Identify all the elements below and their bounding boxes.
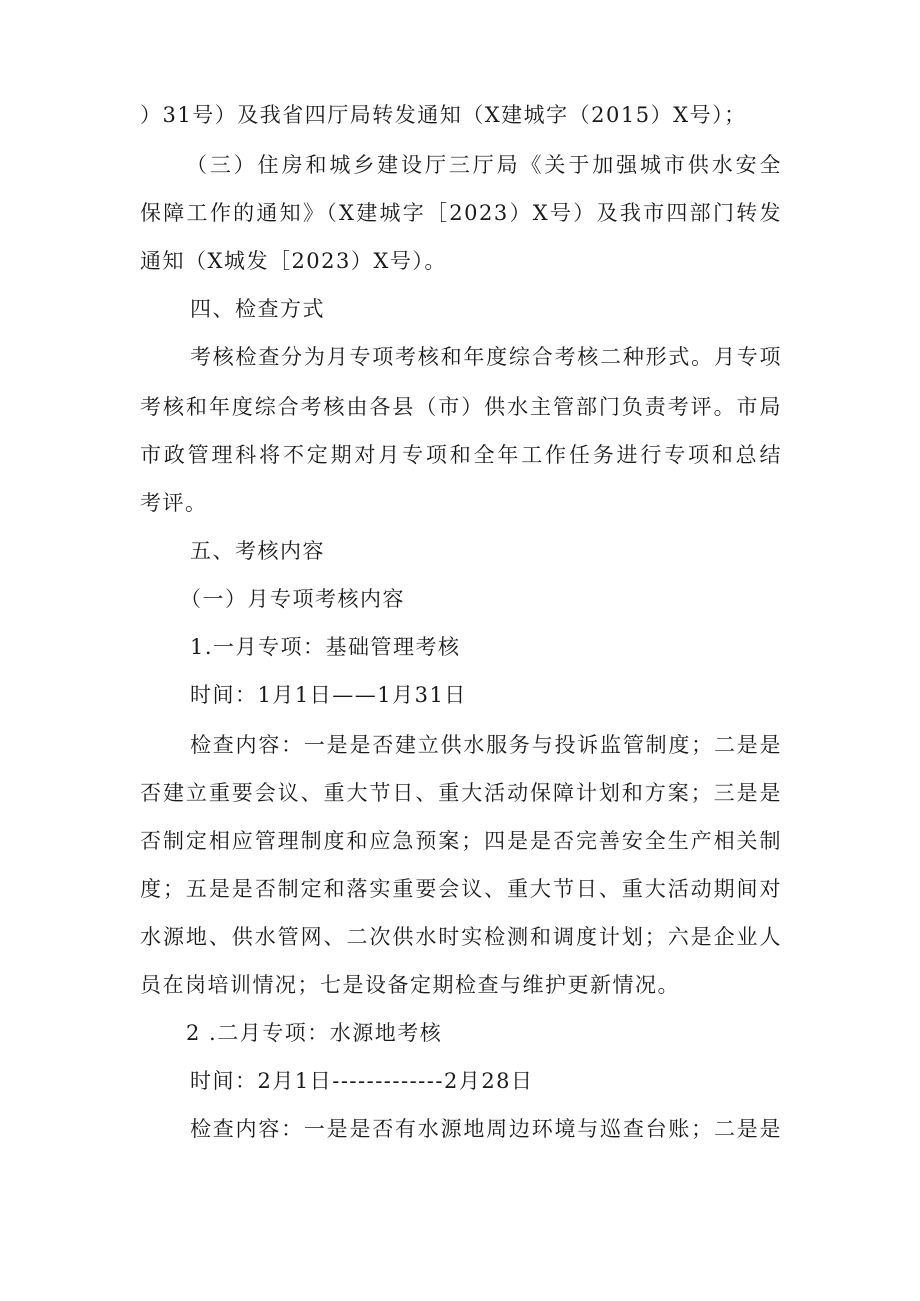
section-heading: 四、检查方式 [190,297,325,321]
text-line: 检查内容：一是是否建立供水服务与投诉监管制度；二是是 [190,733,782,757]
text-line: 否建立重要会议、重大节日、重大活动保障计划和方案；三是是 [140,781,782,805]
item-heading: 2 .二月专项：水源地考核 [186,1021,443,1045]
text-line: ）31号）及我省四厅局转发通知（X建城字（2015）X号）； [140,103,747,127]
text-line: 检查内容：一是是否有水源地周边环境与巡查台账；二是是 [190,1117,782,1141]
text-line: 考评。 [140,491,208,515]
date-range: 时间：2月1日-------------2月28日 [190,1069,534,1093]
text-line: 保障工作的通知》（X建城字［2023）X号）及我市四部门转发 [140,201,782,225]
date-range: 时间：1月1日——1月31日 [190,683,467,707]
text-line: 度；五是是否制定和落实重要会议、重大节日、重大活动期间对 [140,877,782,901]
subsection-heading: （一）月专项考核内容 [180,587,405,611]
text-line: 市政管理科将不定期对月专项和全年工作任务进行专项和总结 [140,443,782,467]
text-line: 员在岗培训情况；七是设备定期检查与维护更新情况。 [140,973,680,997]
text-line: （三）住房和城乡建设厅三厅局《关于加强城市供水安全 [186,153,782,177]
text-line: 考核和年度综合考核由各县（市）供水主管部门负责考评。市局 [140,395,782,419]
text-line: 水源地、供水管网、二次供水时实检测和调度计划；六是企业人 [140,925,782,949]
text-line: 考核检查分为月专项考核和年度综合考核二种形式。月专项 [190,345,782,369]
section-heading: 五、考核内容 [190,539,325,563]
text-line: 通知（X城发［2023）X号）。 [140,249,447,273]
text-line: 否制定相应管理制度和应急预案；四是是否完善安全生产相关制 [140,829,782,853]
item-heading: 1.一月专项：基础管理考核 [190,635,461,659]
